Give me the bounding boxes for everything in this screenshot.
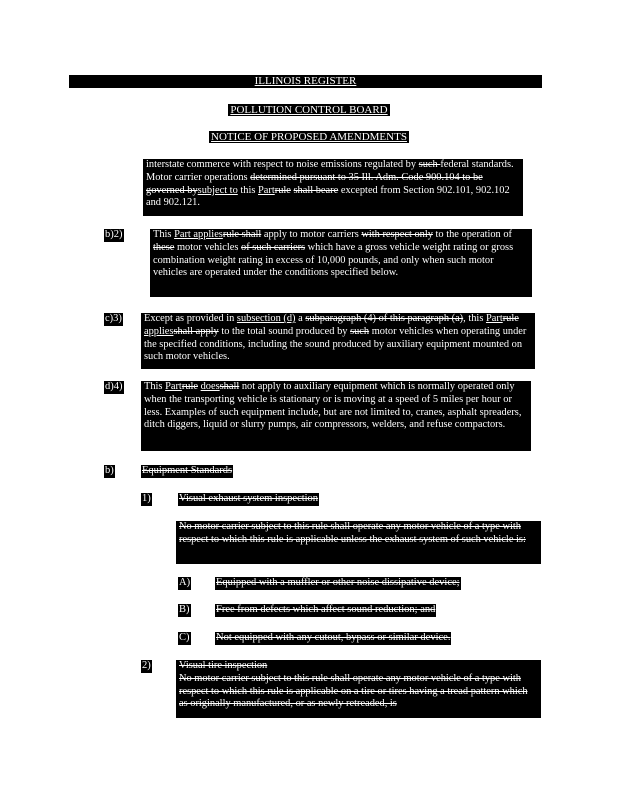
text-run: excepted from Section 902.101, 902.102 and 902.121. bbox=[146, 184, 510, 209]
text-run: Except as provided in bbox=[144, 313, 237, 324]
inserted-text: subject to bbox=[197, 184, 238, 196]
notice-title-text: NOTICE OF PROPOSED AMENDMENTS bbox=[211, 131, 407, 143]
inserted-text: Part bbox=[258, 184, 275, 196]
text-run: interstate commerce with respect to noise emissions regulated by bbox=[146, 159, 419, 170]
text-run: motor vehicles bbox=[174, 241, 242, 253]
intro-paragraph bbox=[143, 159, 523, 216]
inserted-text: Part bbox=[165, 381, 182, 392]
deleted-text: such bbox=[350, 325, 370, 337]
text-run: motor vehicles when operating under the specified conditions, including the sound produced by auxiliary equipment mounted on such motor vehicles. bbox=[144, 325, 527, 363]
deleted-text: shall beare bbox=[293, 184, 339, 196]
deleted-text: of such carriers bbox=[241, 241, 306, 253]
deleted-text: rule bbox=[181, 381, 198, 392]
item-C-text: Not equipped with any cutout, bypass or similar device. bbox=[216, 632, 451, 643]
label-b2: b)2) bbox=[105, 229, 123, 240]
deleted-text: such bbox=[418, 159, 441, 170]
deleted-text: shall apply bbox=[173, 325, 219, 337]
register-title: ILLINOIS REGISTER bbox=[254, 75, 357, 87]
label-A: A) bbox=[179, 577, 191, 588]
label-C: C) bbox=[179, 632, 190, 643]
label-d4: d)4) bbox=[105, 381, 123, 392]
text-run: to the operation of bbox=[432, 229, 512, 240]
deleted-text: rule bbox=[274, 184, 291, 196]
register-header bbox=[69, 75, 542, 88]
deleted-text: determined pursuant to 35 Ill. Adm. Code 900.104 to be governed by bbox=[146, 171, 483, 196]
text-run: This bbox=[153, 229, 175, 240]
inserted-text: Part applies bbox=[174, 229, 223, 240]
paragraph-c bbox=[141, 313, 535, 369]
equipment-standards-heading: Equipment Standards bbox=[142, 465, 233, 476]
label-2: 2) bbox=[142, 660, 151, 671]
inserted-text: does bbox=[200, 381, 220, 392]
deleted-text: rule shall bbox=[222, 229, 262, 240]
board-title bbox=[0, 104, 618, 116]
text-run: to the total sound produced by bbox=[218, 325, 351, 337]
inserted-text: applies bbox=[144, 325, 174, 337]
text-run: which have a gross vehicle weight rating or gross combination weight rating in excess of 10,000 pounds, and only when such motor vehicles are operated under the conditions specified below. bbox=[153, 241, 514, 279]
paragraph-d bbox=[141, 381, 531, 451]
text-run: this bbox=[237, 184, 258, 196]
item-B-text: Free from defects which affect sound reduction; and bbox=[216, 604, 436, 615]
label-1: 1) bbox=[142, 493, 151, 504]
board-title-text: POLLUTION CONTROL BOARD bbox=[230, 104, 388, 116]
label-B: B) bbox=[179, 604, 190, 615]
item-A-text: Equipped with a muffler or other noise dissipative device; bbox=[216, 577, 460, 588]
text-run: apply to motor carriers bbox=[261, 229, 362, 240]
deleted-text: with respect only bbox=[361, 229, 433, 240]
text-run: federal standards. Motor carrier operations bbox=[146, 159, 514, 183]
text-run: This bbox=[144, 381, 166, 392]
deleted-text: these bbox=[153, 241, 175, 253]
notice-title bbox=[0, 131, 618, 143]
paragraph-b bbox=[150, 229, 532, 297]
tire-paragraph bbox=[176, 660, 541, 718]
visual-exhaust-heading: Visual exhaust system inspection bbox=[179, 493, 319, 504]
text-run: , this bbox=[463, 313, 486, 324]
text-run: not apply to auxiliary equipment which is normally operated only when the transporting vehicle is stationary or is moving at a speed of 5 miles per hour or less. Examples of such equipment include, but are not limited to, cranes, asphalt spreaders, ditch diggers, liquid or slurry pumps, air compressors, welders, and refuse compactors. bbox=[144, 381, 522, 431]
tire-text: No motor carrier subject to this rule shall operate any motor vehicle of a type with respect to which this rule is applicable on a tire or tires having a tread pattern which as originally manufactured, or as newly retreaded, is bbox=[179, 672, 528, 710]
text-run: a bbox=[295, 313, 306, 324]
deleted-text: subparagraph (4) of this paragraph (a) bbox=[305, 313, 464, 324]
tire-heading: Visual tire inspection bbox=[179, 660, 268, 671]
exhaust-paragraph: No motor carrier subject to this rule shall operate any motor vehicle of a type with respect to which this rule is applicable unless the exhaust system of such vehicle is: bbox=[176, 521, 541, 564]
inserted-text: subsection (d) bbox=[236, 313, 296, 324]
label-b: b) bbox=[105, 465, 114, 476]
deleted-text: shall bbox=[219, 381, 240, 392]
label-c3: c)3) bbox=[105, 313, 122, 324]
inserted-text: Part bbox=[485, 313, 503, 324]
deleted-text: rule bbox=[502, 313, 519, 324]
